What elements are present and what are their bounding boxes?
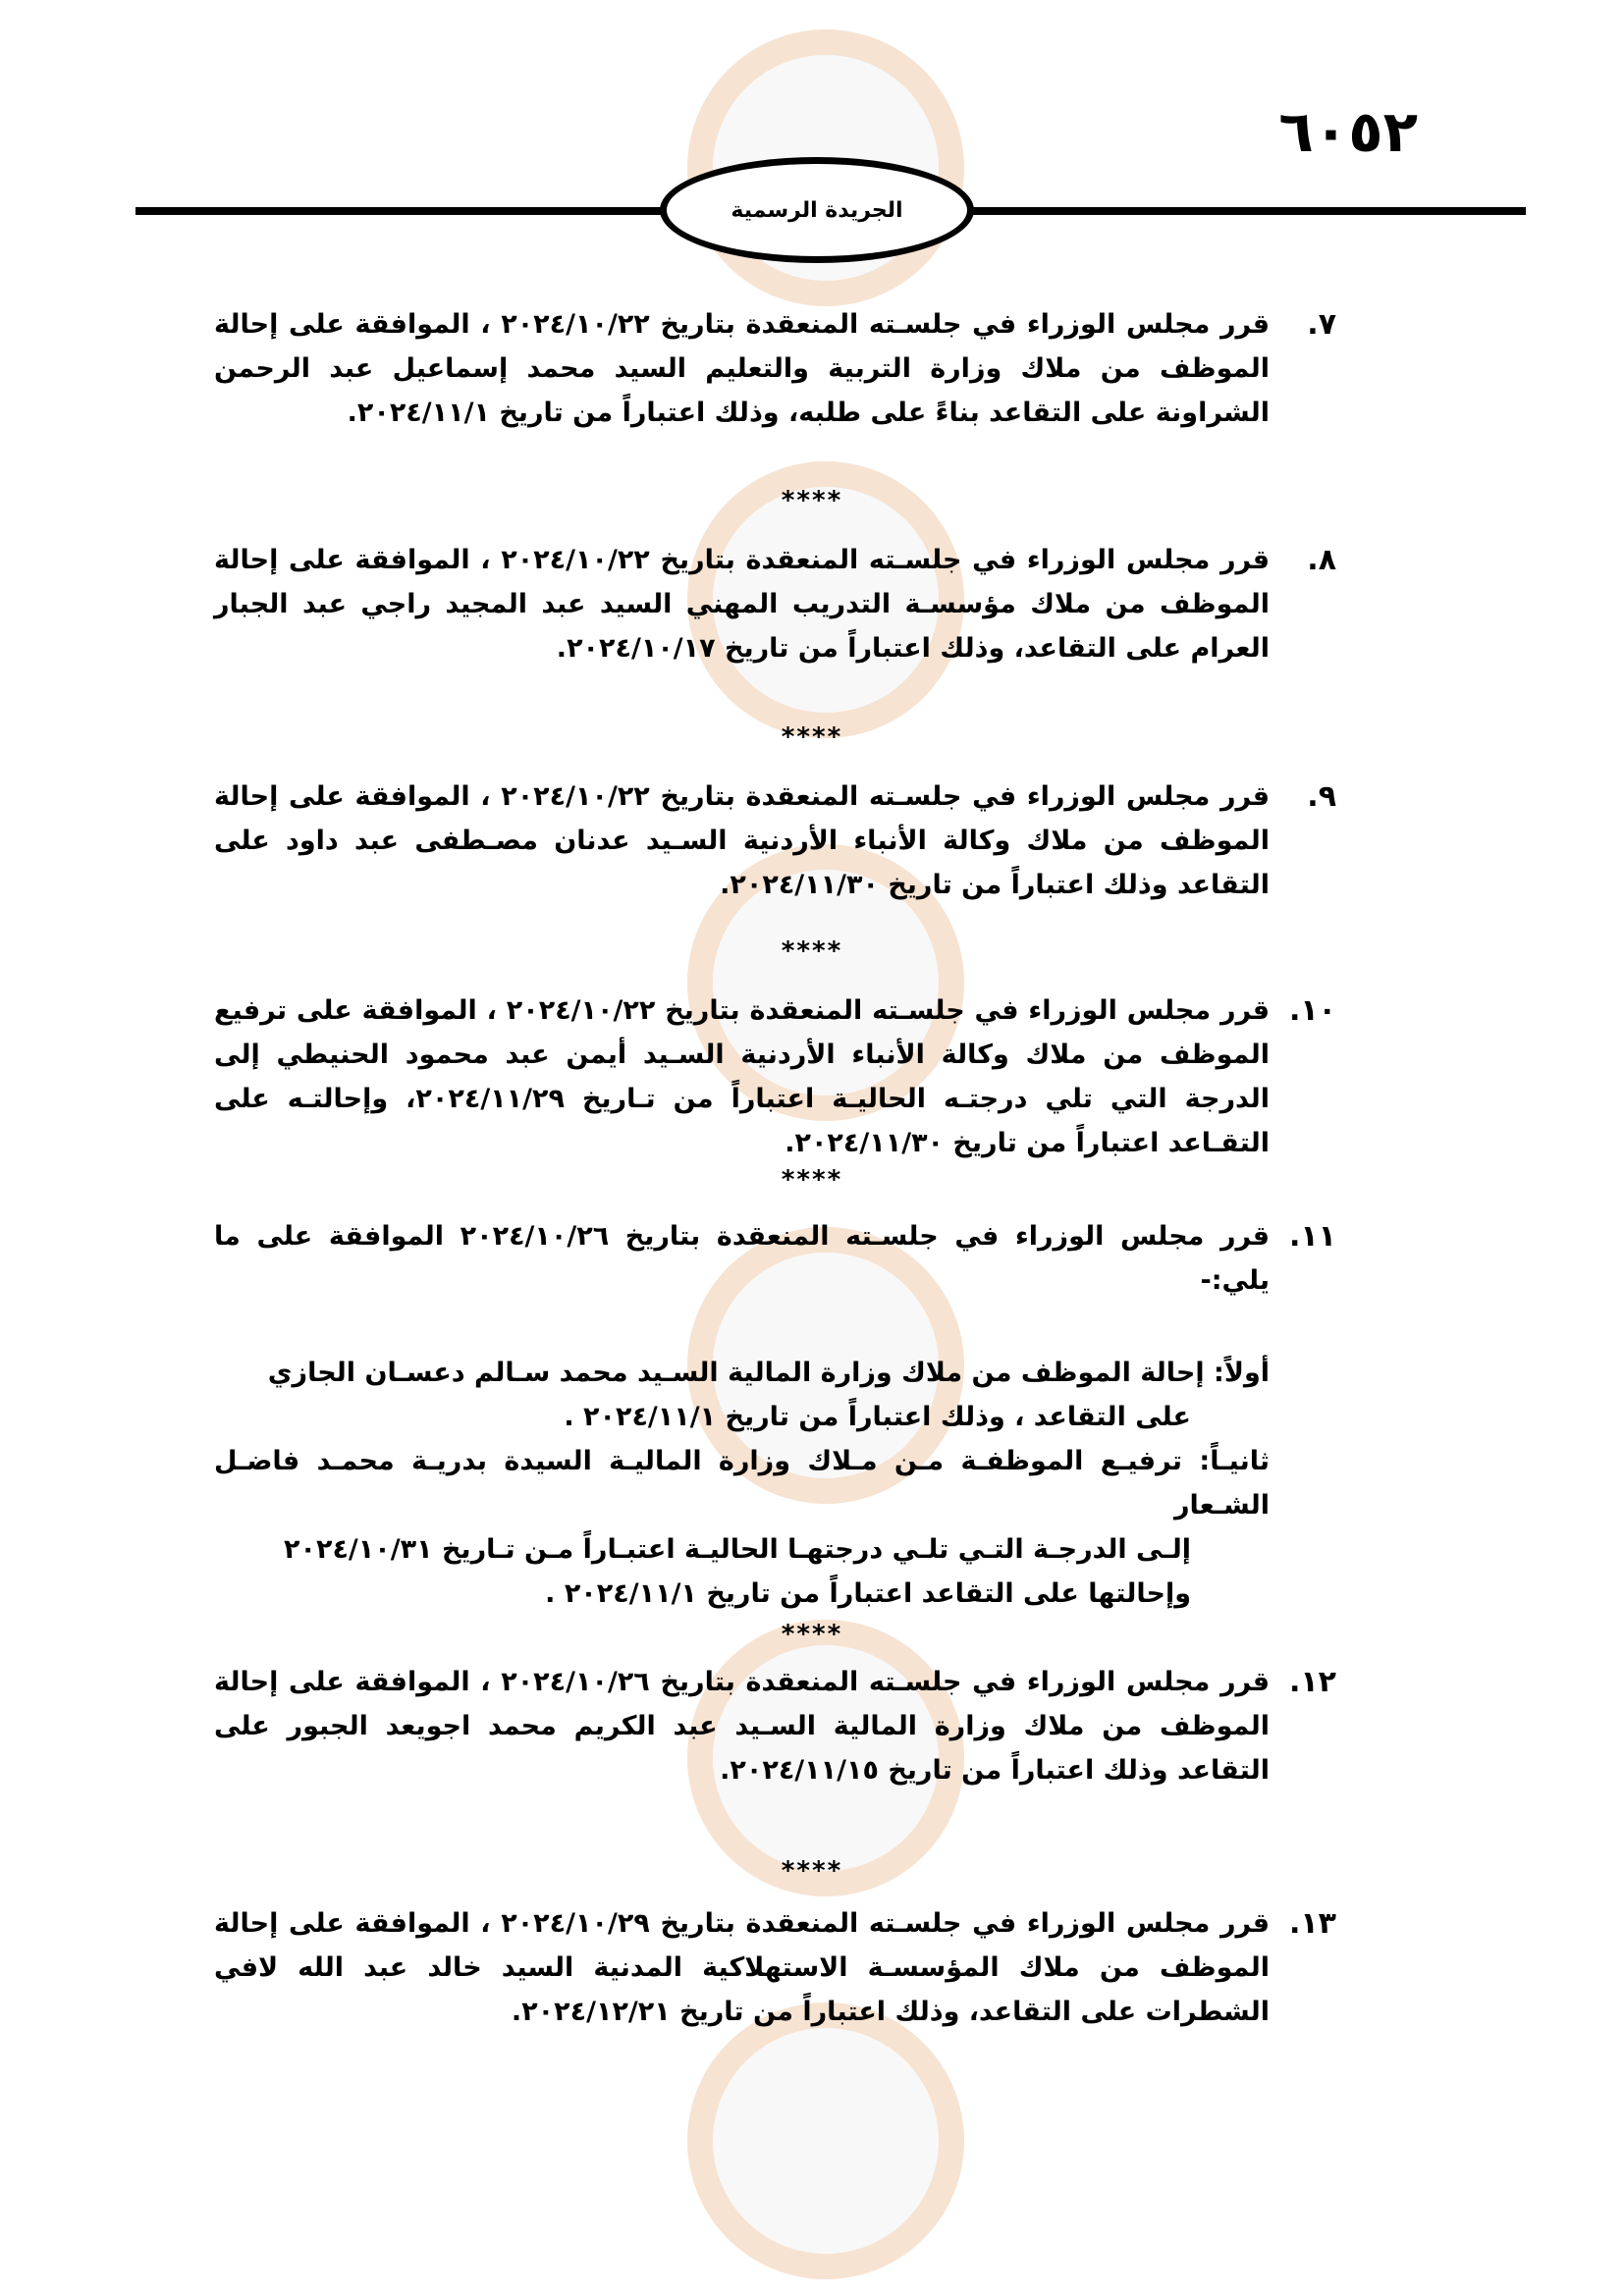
subitem-label: أولاً: [1214,1358,1270,1388]
item-number: ١٢. [1288,1665,1336,1699]
item-text: قرر مجلس الوزراء في جلسـته المنعقدة بتاريخ ٢٠٢٤/١٠/٢٩ ، الموافقة على إحالة الموظف من ملاك المؤسسـة الاستهلاكية المدنية السيد خالد عبد الله لافي الشطرات على التقاعد، وذلك اعتباراً من تاريخ ٢٠٢٤/١٢/٢١. [214,1908,1270,2027]
item-number: ١٠. [1288,993,1336,1028]
decision-item-9 [214,774,1336,907]
decision-item-10 [214,988,1336,1165]
item-number: ١٣. [1288,1906,1336,1941]
separator: **** [781,722,843,752]
item-text: قرر مجلس الوزراء في جلسـته المنعقدة بتاريخ ٢٠٢٤/١٠/٢٦ ، الموافقة على إحالة الموظف من ملاك وزارة المالية السـيد عبد الكريم محمد اجويعد الجبور على التقاعد وذلك اعتباراً من تاريخ ٢٠٢٤/١١/١٥. [214,1667,1270,1786]
subitem-text: على التقاعد ، وذلك اعتباراً من تاريخ ٢٠٢٤/١١/١ . [564,1402,1191,1432]
separator: **** [781,1856,843,1886]
subitem-text: إلـى الدرجـة التـي تلـي درجتهـا الحاليـة اعتبـاراً مـن تـاريخ ٢٠٢٤/١٠/٣١ [284,1534,1191,1565]
decision-item-12 [214,1660,1336,1792]
separator: **** [781,936,843,966]
decision-item-7 [214,302,1336,435]
separator: **** [781,1165,843,1195]
item-text: قرر مجلس الوزراء في جلسـته المنعقدة بتاريخ ٢٠٢٤/١٠/٢٢ ، الموافقة على ترفيع الموظف من ملاك وكالة الأنباء الأردنية السـيد أيمن عبد محمود الحنيطي إلى الدرجة التي تلي درجتـه الحاليـة اعتباراً من تـاريخ ٢٠٢٤/١١/٢٩، وإحالتـه على التقـاعد اعتباراً من تاريخ ٢٠٢٤/١١/٣٠. [214,995,1270,1158]
item-number: ٨. [1307,543,1336,577]
subitem-text: إحالة الموظف من ملاك وزارة المالية السـيد محمد سـالم دعسـان الجازي [267,1358,1205,1388]
page-number: ٦٠٥٢ [1278,98,1418,165]
item-11-subitem-2 [214,1439,1270,1616]
item-text: قرر مجلس الوزراء في جلسـته المنعقدة بتاريخ ٢٠٢٤/١٠/٢٢ ، الموافقة على إحالة الموظف من ملاك وزارة التربية والتعليم السيد محمد إسماعيل عبد الرحمن الشراونة على التقاعد بناءً على طلبه، وذلك اعتباراً من تاريخ ٢٠٢٤/١١/١. [214,309,1270,428]
subitem-label: ثانيـاً: [1199,1446,1270,1476]
subitem-text: وإحالتها على التقاعد اعتباراً من تاريخ ٢٠٢٤/١١/١ . [545,1578,1191,1609]
item-number: ٩. [1307,779,1336,814]
decision-item-8 [214,538,1336,670]
gazette-title-oval [660,157,974,263]
item-text: قرر مجلس الوزراء في جلسـته المنعقدة بتاريخ ٢٠٢٤/١٠/٢٢ ، الموافقة على إحالة الموظف من ملاك وكالة الأنباء الأردنية السـيد عدنان مصـطفى عبد داود على التقاعد وذلك اعتباراً من تاريخ ٢٠٢٤/١١/٣٠. [214,781,1270,900]
decision-item-13 [214,1901,1336,2034]
item-text: قرر مجلس الوزراء في جلسـته المنعقدة بتاريخ ٢٠٢٤/١٠/٢٦ الموافقة على ما يلي:- [214,1221,1271,1296]
gazette-title: الجريدة الرسمية [731,197,903,223]
decision-item-11 [214,1214,1336,1303]
subitem-text: ترفيـع الموظفـة مـن مـلاك وزارة الماليـة السيدة بدريـة محمـد فاضـل الشـعار [214,1446,1270,1521]
item-number: ٧. [1307,307,1336,342]
watermark-clock-icon [687,2002,964,2279]
item-text: قرر مجلس الوزراء في جلسـته المنعقدة بتاريخ ٢٠٢٤/١٠/٢٢ ، الموافقة على إحالة الموظف من ملاك مؤسسـة التدريب المهني السيد عبد المجيد راجي عبد الجبار العرام على التقاعد، وذلك اعتباراً من تاريخ ٢٠٢٤/١٠/١٧. [214,545,1270,664]
separator: **** [781,1620,843,1649]
item-number: ١١. [1288,1219,1336,1254]
item-11-subitem-1 [214,1351,1270,1439]
separator: **** [781,486,843,515]
